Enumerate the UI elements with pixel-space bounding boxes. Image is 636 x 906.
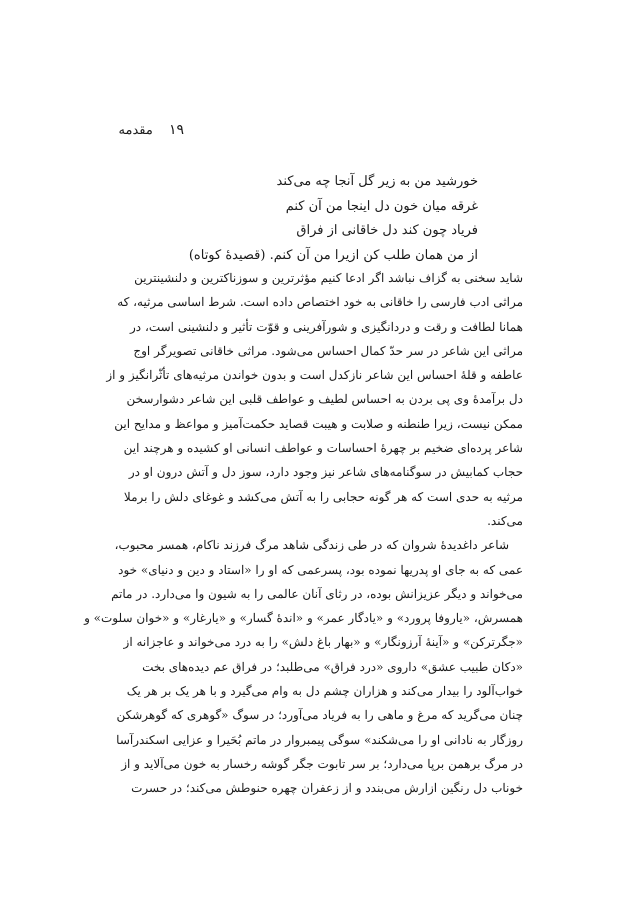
section-title: مقدمه — [118, 123, 153, 138]
text-line: شاعر داغدیدهٔ شروان که در طی زندگی شاهد مرگ فرزند ناکام، همسر محبوب، — [114, 538, 509, 553]
page-number: ۱۹ — [168, 122, 184, 138]
paragraph-1 — [106, 266, 523, 533]
verse-line: خورشید من به زیر گل آنجا چه می‌کند — [276, 174, 478, 189]
poem-verses — [189, 170, 478, 268]
text-line: عمی که به جای او پدریها نموده بود، پسرعمی که او را «استاد و دین و دنیای» خود — [118, 562, 523, 577]
text-line: در مرگ برهمن برپا می‌دارد؛ بر سر تابوت جگر گوشه رخسار به خون می‌آلاید و از — [121, 756, 523, 771]
verse-line: از من همان طلب کن ازیرا من آن کنم. (قصیدهٔ کوتاه) — [188, 247, 478, 263]
text-line: می‌خواند و دیگر عزیزانش بوده، در رثای آنان عالمی را به شیون وا می‌دارد. در ماتم — [111, 586, 523, 601]
verse-line: فریاد چون کند دل خاقانی از فراق — [296, 223, 478, 238]
text-line: همانا لطافت و رقت و دردانگیزی و شورآفرینی و قوّت تأثیر و دلنشینی است، در — [130, 319, 523, 334]
text-line: خواب‌آلود را بیدار می‌کند و هزاران چشم دل به وام می‌گیرد و با هر یک بر هر یک — [126, 684, 523, 699]
text-line: عاطفه و قلهٔ احساس این شاعر نازکدل است و بدون خواندن مرثیه‌های تأثّرانگیز و از — [106, 368, 523, 383]
text-line: شاید سخنی به گزاف نباشد اگر ادعا کنیم مؤثرترین و سوزناکترین و دلنشینترین — [134, 271, 523, 285]
text-line: روزگار به نادانی او را می‌شکند» سوگی پیمبروار در ماتم بُحَیرا و عزایی اسکندرآسا — [116, 732, 523, 747]
text-line: خوناب دل رنگین ازارش می‌بندد و از زعفران چهره حنوطش می‌کند؛ در حسرت — [131, 781, 523, 796]
text-line: حجاب کمابیش در سوگنامه‌های شاعر نیز وجود دارد، سوز دل و آتش درون او در — [128, 465, 523, 480]
text-line: «جگرترکن» و «آینهٔ آرزونگار» و «بهار باغ دلش» را به درد می‌خواند و عاجزانه از — [123, 635, 523, 650]
page-header — [119, 122, 184, 138]
text-line: شاعر پرده‌ای ضخیم بر چهرهٔ احساسات و عواطف انسانی او کشیده و هرچند این — [123, 441, 523, 456]
text-line: ممکن نیست، زیرا طنطنه و صلابت و هیبت قصاید حکمت‌آمیز و مواعظ و مدایح این — [114, 416, 523, 431]
text-line: مراثی این شاعر در سر حدّ کمال احساس می‌شود. مراثی خاقانی تصویرگر اوج — [133, 343, 523, 358]
text-line: مراثی ادب فارسی را خاقانی به خود اختصاص داده است. شرط اساسی مرثیه، که — [117, 295, 523, 310]
text-line: چنان می‌گرید که مرغ و ماهی را به فریاد می‌آورد؛ در سوگ «گوهری که گوهرشکن — [116, 708, 523, 723]
paragraph-2 — [84, 533, 523, 800]
body-text — [84, 266, 523, 801]
verse-line: غرقه میان خون دل اینجا من آن کنم — [285, 198, 478, 214]
text-line: می‌کند. — [487, 513, 523, 528]
text-line: مرثیه به حدی است که هر گونه حجابی را به آتش می‌کشد و غوغای دلش را برملا — [123, 489, 523, 504]
text-line: دل برآمدهٔ وی پی بردن به احساس لطیف و عواطف قلبی این شاعر دشوارسخن — [126, 392, 523, 407]
text-line: همسرش، «یاروفا پرورد» و «یادگار عمر» و «اندهٔ گسار» و «یارغار» و «خوان سلوت» و — [84, 611, 523, 626]
text-line: «دکان طبیب عشق» داروی «درد فراق» می‌طلبد؛ در فراق عم دیده‌های بخت — [142, 659, 523, 674]
